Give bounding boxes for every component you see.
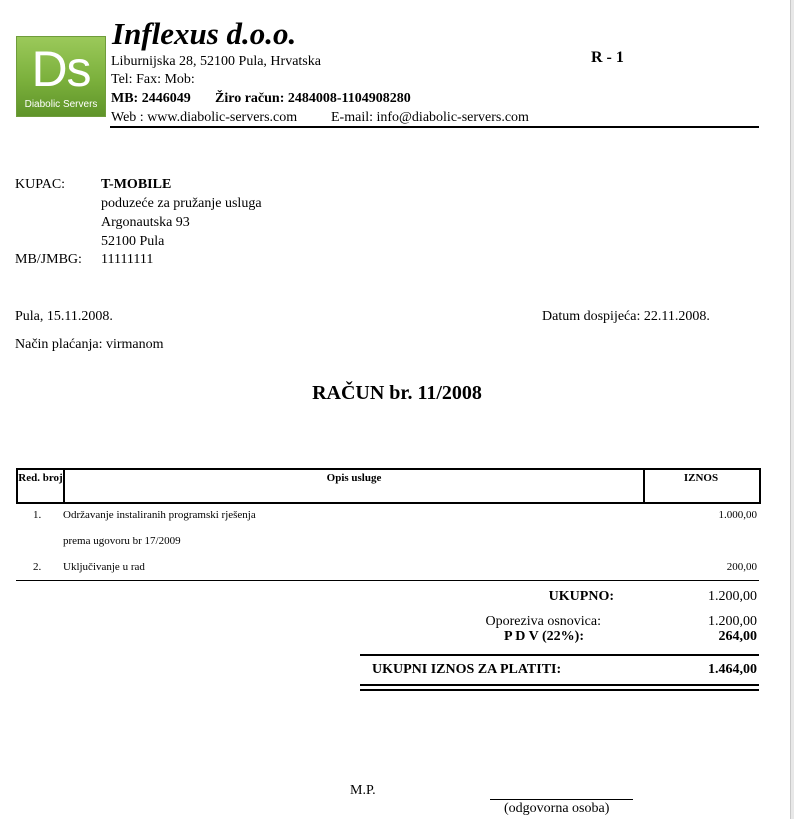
document-code: R - 1 (591, 49, 624, 66)
table-header (16, 468, 761, 504)
table-bottom-divider (16, 580, 759, 581)
buyer-name: T-MOBILE (101, 177, 172, 192)
header-divider (110, 126, 759, 128)
buyer-line3: 52100 Pula (101, 234, 165, 249)
buyer-id-label: MB/JMBG: (15, 252, 82, 267)
company-mb: MB: 2446049 (111, 91, 191, 106)
grand-total-label: UKUPNI IZNOS ZA PLATITI: (372, 662, 562, 677)
page-edge (790, 0, 794, 819)
company-web: Web : www.diabolic-servers.com (111, 110, 298, 125)
row-1-desc-continued: prema ugovoru br 17/2009 (63, 535, 181, 547)
tax-base-value: 1.200,00 (708, 614, 757, 629)
col-header-no: Red. broj (18, 472, 63, 484)
row-1-desc: Održavanje instaliranih programski rješenja (63, 509, 256, 521)
row-1-no: 1. (33, 509, 42, 521)
payment-method: Način plaćanja: virmanom (15, 337, 164, 352)
company-email: E-mail: info@diabolic-servers.com (331, 110, 529, 125)
buyer-label: KUPAC: (15, 177, 66, 192)
company-logo (16, 36, 106, 117)
company-bank-account: Žiro račun: 2484008-1104908280 (215, 91, 411, 106)
company-contacts: Tel: Fax: Mob: (111, 72, 195, 87)
signature-label: (odgovorna osoba) (504, 801, 610, 816)
tax-base-label: Oporeziva osnovica: (485, 614, 601, 629)
subtotal-label: UKUPNO: (548, 589, 614, 604)
invoice-title: RAČUN br. 11/2008 (312, 382, 482, 404)
total-top-divider (360, 654, 759, 656)
stamp-label: M.P. (350, 783, 376, 798)
total-bottom-divider (360, 684, 759, 691)
signature-line (490, 799, 633, 800)
vat-label: P D V (22%): (504, 629, 584, 644)
logo-subtitle: Diabolic Servers (24, 99, 98, 110)
vat-value: 264,00 (718, 629, 757, 644)
buyer-line1: poduzeće za pružanje usluga (101, 196, 262, 211)
subtotal-value: 1.200,00 (708, 589, 757, 604)
col-header-amount: IZNOS (683, 472, 719, 484)
row-1-amount: 1.000,00 (718, 509, 757, 521)
grand-total-value: 1.464,00 (708, 662, 757, 677)
row-2-desc: Uključivanje u rad (63, 561, 145, 573)
company-name: Inflexus d.o.o. (112, 16, 297, 51)
place-date: Pula, 15.11.2008. (15, 309, 113, 324)
company-address: Liburnijska 28, 52100 Pula, Hrvatska (111, 54, 321, 69)
due-date: Datum dospijeća: 22.11.2008. (542, 309, 710, 324)
buyer-line2: Argonautska 93 (101, 215, 190, 230)
col-header-desc: Opis usluge (326, 472, 382, 484)
row-2-no: 2. (33, 561, 42, 573)
logo-mark: Ds (31, 41, 91, 97)
row-2-amount: 200,00 (726, 561, 757, 573)
buyer-id-value: 11111111 (101, 252, 154, 267)
